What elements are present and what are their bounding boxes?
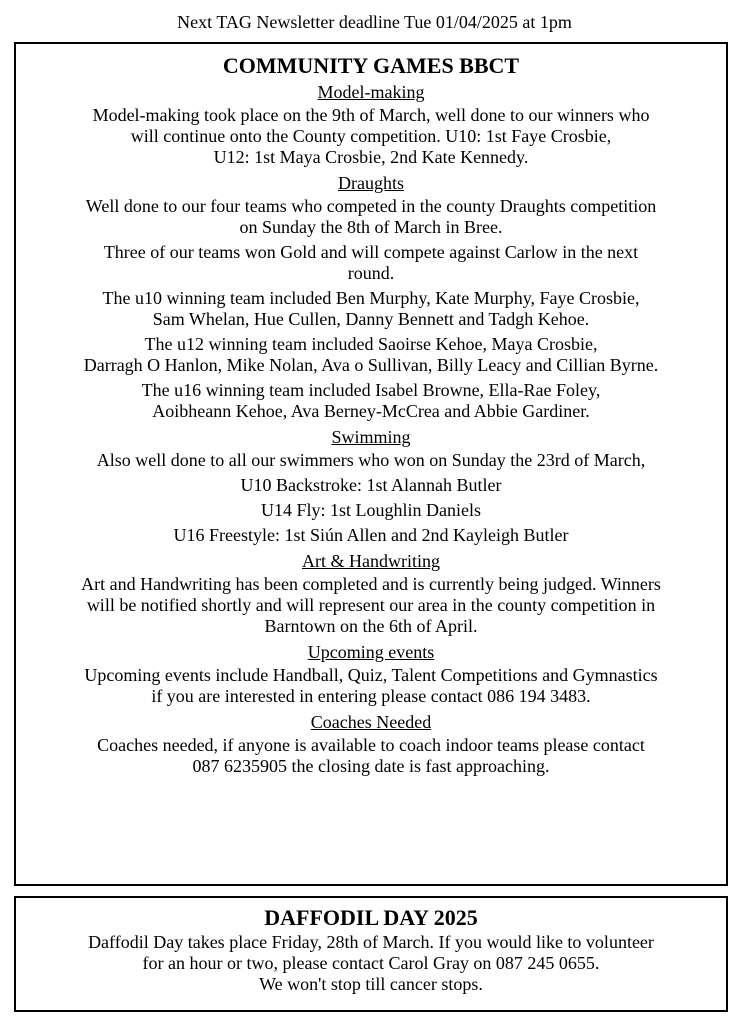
daffodil-day-section: [14, 896, 728, 1012]
art-handwriting-heading: Art & Handwriting: [302, 551, 440, 571]
swimming-paragraph: Also well done to all our swimmers who won on Sunday the 23rd of March,: [96, 450, 646, 470]
section-title: DAFFODIL DAY 2025: [264, 905, 478, 930]
text-line: Barntown on the 6th of April.: [264, 616, 478, 636]
text-line: We won't stop till cancer stops.: [259, 974, 483, 994]
swimming-heading: Swimming: [331, 427, 411, 447]
upcoming-events-paragraph: [16, 665, 726, 707]
text-line: Three of our teams won Gold and will compete against Carlow in the next: [103, 242, 639, 262]
draughts-paragraph: [16, 196, 726, 238]
text-line: The u10 winning team included Ben Murphy, Kate Murphy, Faye Crosbie,: [102, 288, 640, 308]
text-line: Model-making took place on the 9th of March, well done to our winners who: [92, 105, 650, 125]
text-line: will continue onto the County competition. U10: 1st Faye Crosbie,: [130, 126, 612, 146]
newsletter-deadline: Next TAG Newsletter deadline Tue 01/04/2025 at 1pm: [177, 12, 572, 32]
daffodil-paragraph: [16, 932, 726, 995]
text-line: for an hour or two, please contact Carol Gray on 087 245 0655.: [142, 953, 600, 973]
swimming-result: U10 Backstroke: 1st Alannah Butler: [240, 475, 502, 495]
text-line: on Sunday the 8th of March in Bree.: [239, 217, 503, 237]
text-line: Daffodil Day takes place Friday, 28th of March. If you would like to volunteer: [88, 932, 654, 952]
swimming-result: U14 Fly: 1st Loughlin Daniels: [261, 500, 481, 520]
model-making-heading: Model-making: [317, 82, 425, 102]
swimming-result: U16 Freestyle: 1st Siún Allen and 2nd Kayleigh Butler: [173, 525, 569, 545]
section-title: COMMUNITY GAMES BBCT: [222, 53, 520, 78]
text-line: Sam Whelan, Hue Cullen, Danny Bennett and Tadgh Kehoe.: [152, 309, 590, 329]
text-line: Upcoming events include Handball, Quiz, Talent Competitions and Gymnastics: [84, 665, 658, 685]
upcoming-events-heading: Upcoming events: [307, 642, 435, 662]
draughts-paragraph: [16, 380, 726, 422]
text-line: Well done to our four teams who competed in the county Draughts competition: [85, 196, 657, 216]
community-games-section: [14, 42, 728, 886]
coaches-needed-paragraph: [16, 735, 726, 777]
text-line: Art and Handwriting has been completed and is currently being judged. Winners: [81, 574, 661, 594]
draughts-paragraph: [16, 288, 726, 330]
art-handwriting-paragraph: [16, 574, 726, 637]
text-line: if you are interested in entering please contact 086 194 3483.: [151, 686, 591, 706]
text-line: Aoibheann Kehoe, Ava Berney-McCrea and Abbie Gardiner.: [152, 401, 590, 421]
draughts-heading: Draughts: [338, 173, 404, 193]
model-making-paragraph: [16, 105, 726, 168]
coaches-needed-heading: Coaches Needed: [310, 712, 432, 732]
text-line: Darragh O Hanlon, Mike Nolan, Ava o Sullivan, Billy Leacy and Cillian Byrne.: [83, 355, 659, 375]
text-line: will be notified shortly and will represent our area in the county competition in: [86, 595, 656, 615]
text-line: 087 6235905 the closing date is fast approaching.: [192, 756, 550, 776]
text-line: round.: [347, 263, 395, 283]
text-line: The u16 winning team included Isabel Browne, Ella-Rae Foley,: [141, 380, 601, 400]
text-line: U12: 1st Maya Crosbie, 2nd Kate Kennedy.: [213, 147, 529, 167]
text-line: Coaches needed, if anyone is available to coach indoor teams please contact: [97, 735, 645, 755]
draughts-paragraph: [16, 334, 726, 376]
text-line: The u12 winning team included Saoirse Kehoe, Maya Crosbie,: [144, 334, 598, 354]
draughts-paragraph: [16, 242, 726, 284]
